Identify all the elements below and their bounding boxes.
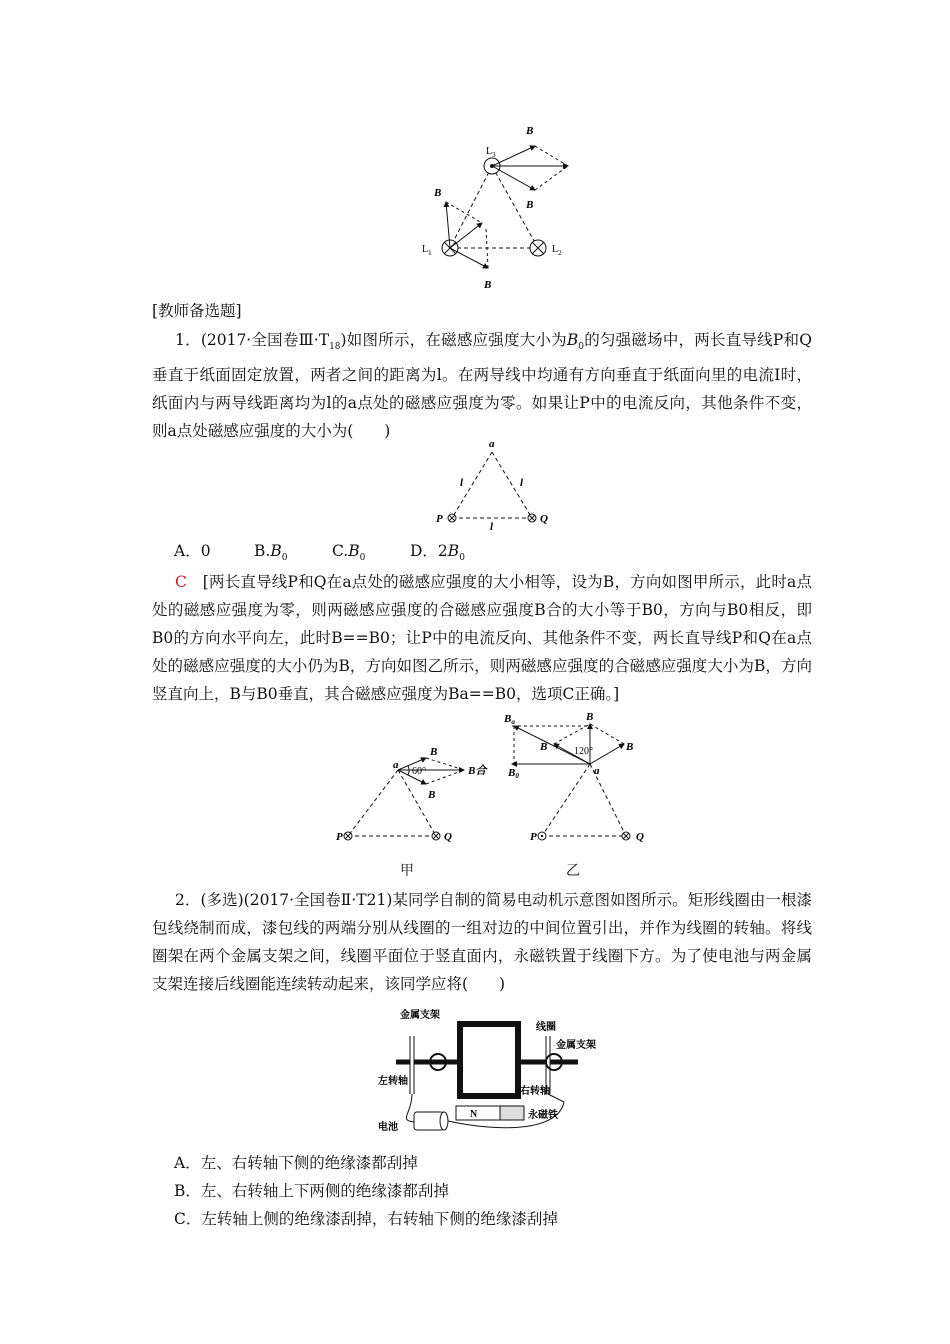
- option-D: D．$2B_0$: [410, 542, 465, 564]
- label-magnet: 永磁铁: [528, 1110, 558, 1121]
- label-B-bottom: B: [484, 279, 492, 291]
- label-a: a: [489, 438, 495, 450]
- figure-motor: [378, 1002, 618, 1134]
- figure-jia: [336, 746, 487, 858]
- figure-yi: [498, 712, 668, 852]
- label-right-axis: 右转轴: [520, 1086, 550, 1097]
- question-1-stem: 1．(2017·全国卷$Ⅲ\cdot T_{18}$)如图所示，在磁感应强度大小为$B_0$的匀强磁场中，两长直导线P和Q垂直于纸面固定放置，两者之间的距离为l。在两导线中均通有方向垂直于纸面向里的电流I时，纸面内与两导线距离均为l的a点处的磁感应强度为零。如果让P中的电流反向，其他条件不变，则a点处磁感应强度的大小为( ): [152, 331, 812, 441]
- question-2-option-A: A．左、右转轴下侧的绝缘漆都刮掉: [174, 1154, 418, 1172]
- jia-label-B-bottom: B: [428, 789, 436, 801]
- caption-jia: 甲: [400, 863, 414, 879]
- figure-three-wires: [410, 120, 590, 295]
- label-coil: 线圈: [536, 1022, 556, 1033]
- label-battery: 电池: [378, 1122, 398, 1133]
- jia-label-P: P: [336, 831, 343, 843]
- label-support-left: 金属支架: [400, 1010, 440, 1021]
- yi-label-a: a: [594, 765, 600, 777]
- label-l-right: l: [520, 477, 524, 489]
- question-1-answer: [152, 568, 812, 708]
- yi-label-B-left: B: [540, 741, 548, 753]
- section-title: [教师备选题]: [152, 302, 242, 320]
- label-l-bottom: l: [490, 521, 494, 533]
- answer-letter: C: [175, 573, 187, 591]
- label-B-left: B: [434, 187, 442, 199]
- jia-label-Bhe: B合: [468, 765, 487, 777]
- figure-q1-triangle: [434, 438, 554, 533]
- caption-yi: 乙: [566, 863, 580, 879]
- yi-label-P: P: [530, 831, 537, 843]
- jia-label-angle: 60°: [412, 766, 426, 777]
- label-B-right: B: [526, 199, 534, 211]
- label-Q: Q: [540, 513, 548, 525]
- option-A: A．0: [174, 542, 211, 560]
- question-2-option-C: C．左转轴上侧的绝缘漆刮掉，右转轴下侧的绝缘漆刮掉: [174, 1210, 558, 1228]
- yi-label-Q: Q: [636, 831, 644, 843]
- yi-label-Ba: Ba: [504, 713, 515, 726]
- label-l-left: l: [460, 477, 464, 489]
- question-1-options: [174, 538, 465, 571]
- question-2-option-B: B．左、右转轴上下两侧的绝缘漆都刮掉: [174, 1182, 449, 1200]
- label-left-axis: 左转轴: [378, 1076, 408, 1087]
- yi-label-B0: B0: [508, 767, 519, 780]
- jia-label-a: a: [393, 759, 399, 771]
- label-L3: $L_3$: [486, 146, 496, 159]
- jia-label-B-top: B: [430, 746, 438, 758]
- answer-explanation: [两长直导线P和Q在a点处的磁感应强度的大小相等，设为B，方向如图甲所示，此时a点处的磁感应强度为零，则两磁感应强度的合磁感应强度B合的大小等于B0，方向与B0相反，即B0的方向水平向左，此时B==B0；让P中的电流反向、其他条件不变，两长直导线P和Q在a点处的磁感应强度的大小仍为B，方向如图乙所示，则两磁感应强度的合磁感应强度大小为B，方向竖直向上，B与B0垂直，其合磁感应强度为Ba==B0，选项C正确。]: [152, 573, 812, 703]
- label-L2: $L_2$: [552, 244, 562, 257]
- label-B-top: B: [526, 125, 534, 137]
- option-B: $B.B_0$: [254, 542, 288, 564]
- question-2-stem: 2．(多选)(2017·全国卷Ⅱ·T21)某同学自制的简易电动机示意图如图所示。矩形线圈由一根漆包线绕制而成，漆包线的两端分别从线圈的一组对边的中间位置引出，并作为线圈的转轴。将线圈架在两个金属支架之间，线圈平面位于竖直面内，永磁铁置于线圈下方。为了使电池与两金属支架连接后线圈能连续转动起来，该同学应将( ): [152, 891, 812, 993]
- magnet-N: N: [470, 1109, 478, 1120]
- label-L1: $L_1$: [422, 244, 432, 257]
- jia-label-Q: Q: [444, 831, 452, 843]
- option-C: $C.B_0$: [332, 542, 366, 564]
- yi-label-B-top: B: [586, 711, 594, 723]
- label-support-right: 金属支架: [556, 1040, 596, 1051]
- yi-label-B-right: B: [626, 741, 634, 753]
- label-P: P: [436, 513, 443, 525]
- yi-label-angle: 120°: [574, 746, 593, 757]
